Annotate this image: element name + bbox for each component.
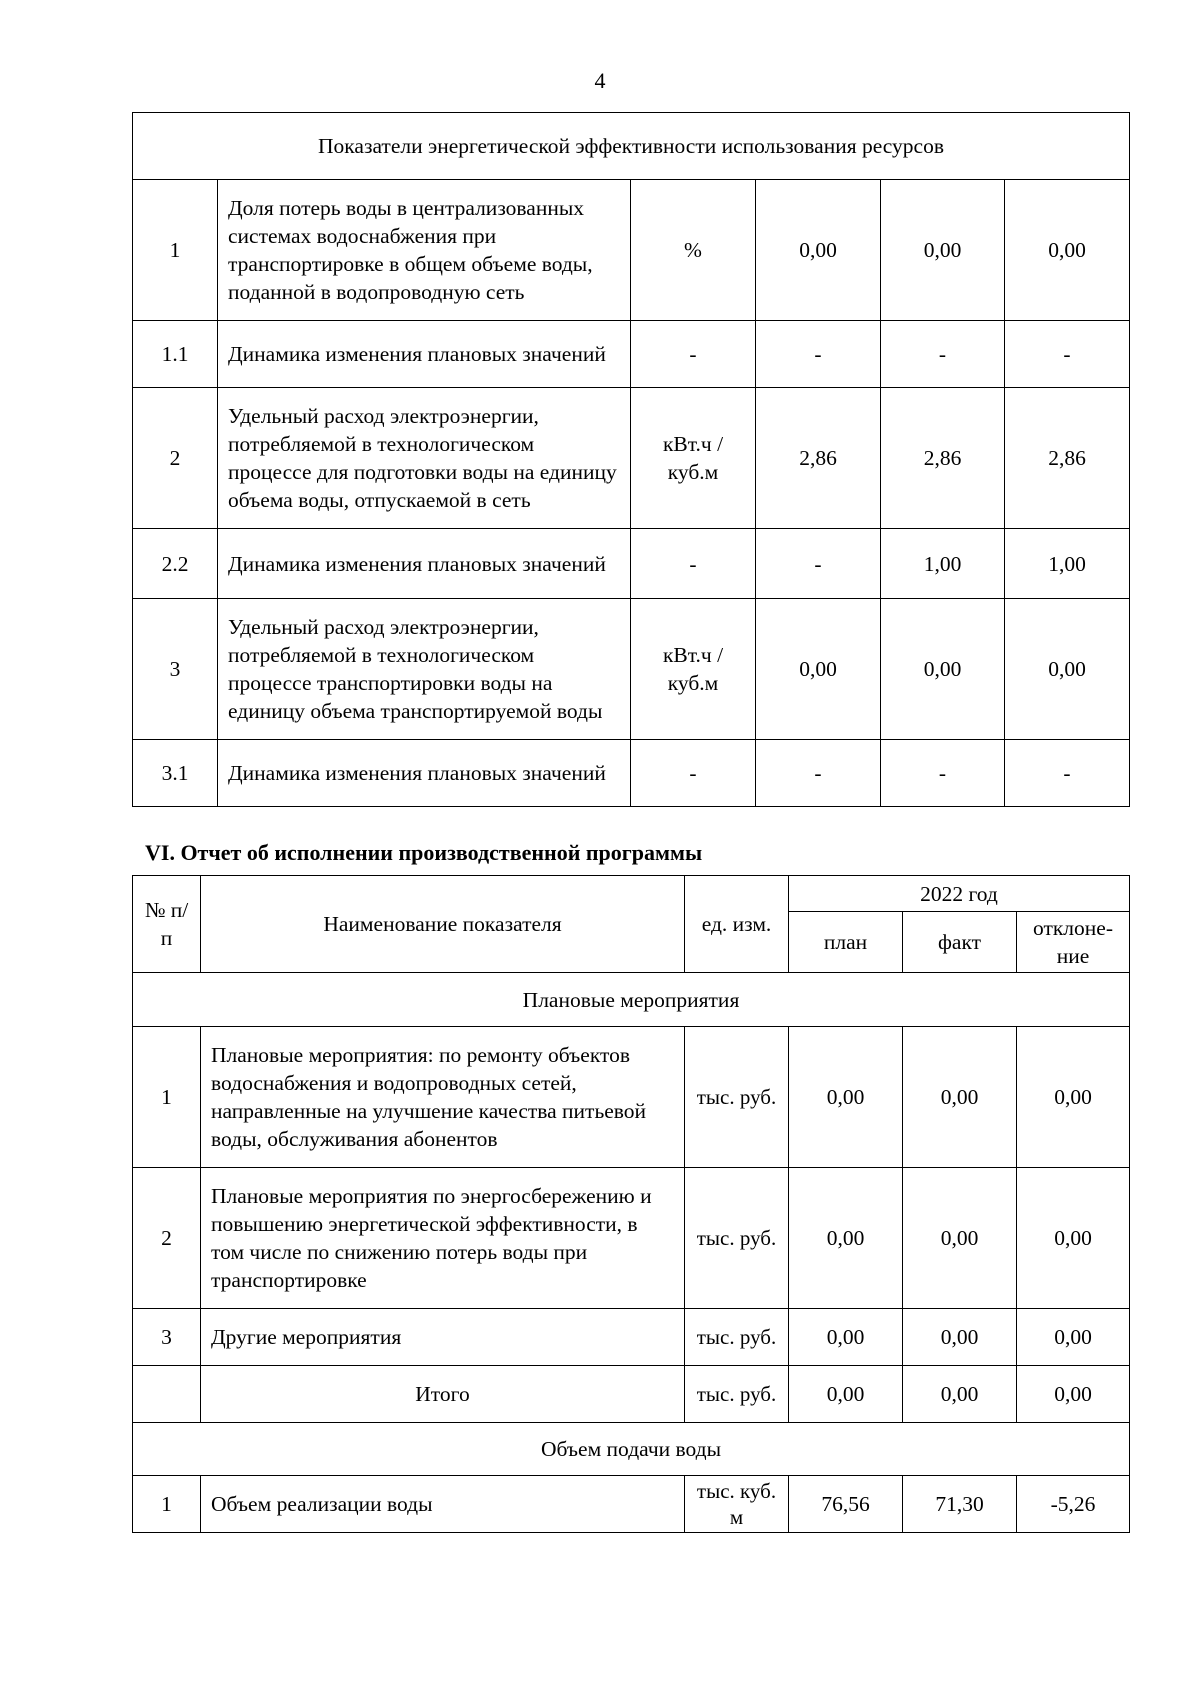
row-unit: - — [631, 321, 756, 388]
header-plan: план — [789, 912, 903, 973]
row-unit: - — [631, 740, 756, 807]
table-row — [133, 1309, 1130, 1366]
row-num: 1 — [133, 180, 218, 321]
row-name: Объем реализации воды — [201, 1476, 685, 1533]
header-name: Наименование показателя — [201, 876, 685, 973]
row-value: 0,00 — [1005, 599, 1130, 740]
row-value: 1,00 — [1005, 529, 1130, 599]
row-value: 0,00 — [881, 599, 1005, 740]
row-unit: тыс. руб. — [685, 1366, 789, 1423]
row-name: Плановые мероприятия по энергосбережению и повышению энергетической эффективности, в том числе по снижению потерь воды при транспортировке — [201, 1168, 685, 1309]
row-deviation: -5,26 — [1017, 1476, 1130, 1533]
row-value: 0,00 — [756, 599, 881, 740]
row-num: 2.2 — [133, 529, 218, 599]
row-value: - — [1005, 740, 1130, 807]
energy-efficiency-table — [132, 112, 1130, 807]
table-row — [133, 388, 1130, 529]
row-unit: - — [631, 529, 756, 599]
row-num: 1 — [133, 1476, 201, 1533]
row-value: - — [756, 321, 881, 388]
total-row — [133, 1366, 1130, 1423]
row-fact: 71,30 — [903, 1476, 1017, 1533]
row-value: 1,00 — [881, 529, 1005, 599]
table-row — [133, 599, 1130, 740]
row-plan: 0,00 — [789, 1309, 903, 1366]
row-deviation: 0,00 — [1017, 1168, 1130, 1309]
row-value: 2,86 — [1005, 388, 1130, 529]
header-deviation: отклоне-ние — [1017, 912, 1130, 973]
table1-section-header: Показатели энергетической эффективности использования ресурсов — [133, 113, 1130, 180]
row-num: 3 — [133, 1309, 201, 1366]
row-num: 1 — [133, 1027, 201, 1168]
table-row — [133, 740, 1130, 807]
page-number: 4 — [594, 68, 606, 93]
row-value: - — [881, 321, 1005, 388]
row-deviation: 0,00 — [1017, 1027, 1130, 1168]
row-fact: 0,00 — [903, 1366, 1017, 1423]
row-fact: 0,00 — [903, 1027, 1017, 1168]
table-row — [133, 529, 1130, 599]
table-row — [133, 1168, 1130, 1309]
row-deviation: 0,00 — [1017, 1366, 1130, 1423]
row-num: 1.1 — [133, 321, 218, 388]
row-plan: 76,56 — [789, 1476, 903, 1533]
row-unit: тыс. руб. — [685, 1309, 789, 1366]
row-value: - — [756, 529, 881, 599]
row-name: Динамика изменения плановых значений — [218, 321, 631, 388]
row-name: Динамика изменения плановых значений — [218, 740, 631, 807]
row-plan: 0,00 — [789, 1168, 903, 1309]
table-row — [133, 180, 1130, 321]
row-name: Удельный расход электроэнергии, потребляемой в технологическом процессе транспортировки воды на единицу объема транспортируемой воды — [218, 599, 631, 740]
row-value: 0,00 — [756, 180, 881, 321]
row-value: - — [756, 740, 881, 807]
table-row — [133, 321, 1130, 388]
row-unit: кВт.ч / куб.м — [631, 599, 756, 740]
header-unit: ед. изм. — [685, 876, 789, 973]
section-title: VI. Отчет об исполнении производственной программы — [145, 840, 703, 865]
row-num: 3 — [133, 599, 218, 740]
row-num: 2 — [133, 388, 218, 529]
row-value: - — [881, 740, 1005, 807]
production-program-table — [132, 875, 1130, 1533]
row-fact: 0,00 — [903, 1168, 1017, 1309]
row-plan: 0,00 — [789, 1027, 903, 1168]
row-unit: тыс. руб. — [685, 1168, 789, 1309]
table-row — [133, 1476, 1130, 1533]
row-unit: тыс. куб. м — [685, 1476, 789, 1533]
row-num — [133, 1366, 201, 1423]
row-num: 2 — [133, 1168, 201, 1309]
header-num: № п/п — [133, 876, 201, 973]
header-year: 2022 год — [789, 876, 1130, 912]
row-value: 2,86 — [756, 388, 881, 529]
row-unit: кВт.ч / куб.м — [631, 388, 756, 529]
row-name: Доля потерь воды в централизованных системах водоснабжения при транспортировке в общем объеме воды, поданной в водопроводную сеть — [218, 180, 631, 321]
table-row — [133, 1027, 1130, 1168]
total-label: Итого — [201, 1366, 685, 1423]
row-value: - — [1005, 321, 1130, 388]
row-fact: 0,00 — [903, 1309, 1017, 1366]
group-title: Объем подачи воды — [133, 1423, 1130, 1476]
group-title: Плановые мероприятия — [133, 973, 1130, 1027]
row-plan: 0,00 — [789, 1366, 903, 1423]
row-value: 0,00 — [881, 180, 1005, 321]
row-name: Удельный расход электроэнергии, потребляемой в технологическом процессе для подготовки воды на единицу объема воды, отпускаемой в сеть — [218, 388, 631, 529]
row-unit: % — [631, 180, 756, 321]
header-fact: факт — [903, 912, 1017, 973]
row-value: 0,00 — [1005, 180, 1130, 321]
row-deviation: 0,00 — [1017, 1309, 1130, 1366]
row-name: Другие мероприятия — [201, 1309, 685, 1366]
row-value: 2,86 — [881, 388, 1005, 529]
row-unit: тыс. руб. — [685, 1027, 789, 1168]
row-num: 3.1 — [133, 740, 218, 807]
row-name: Динамика изменения плановых значений — [218, 529, 631, 599]
row-name: Плановые мероприятия: по ремонту объектов водоснабжения и водопроводных сетей, направленные на улучшение качества питьевой воды, обслуживания абонентов — [201, 1027, 685, 1168]
